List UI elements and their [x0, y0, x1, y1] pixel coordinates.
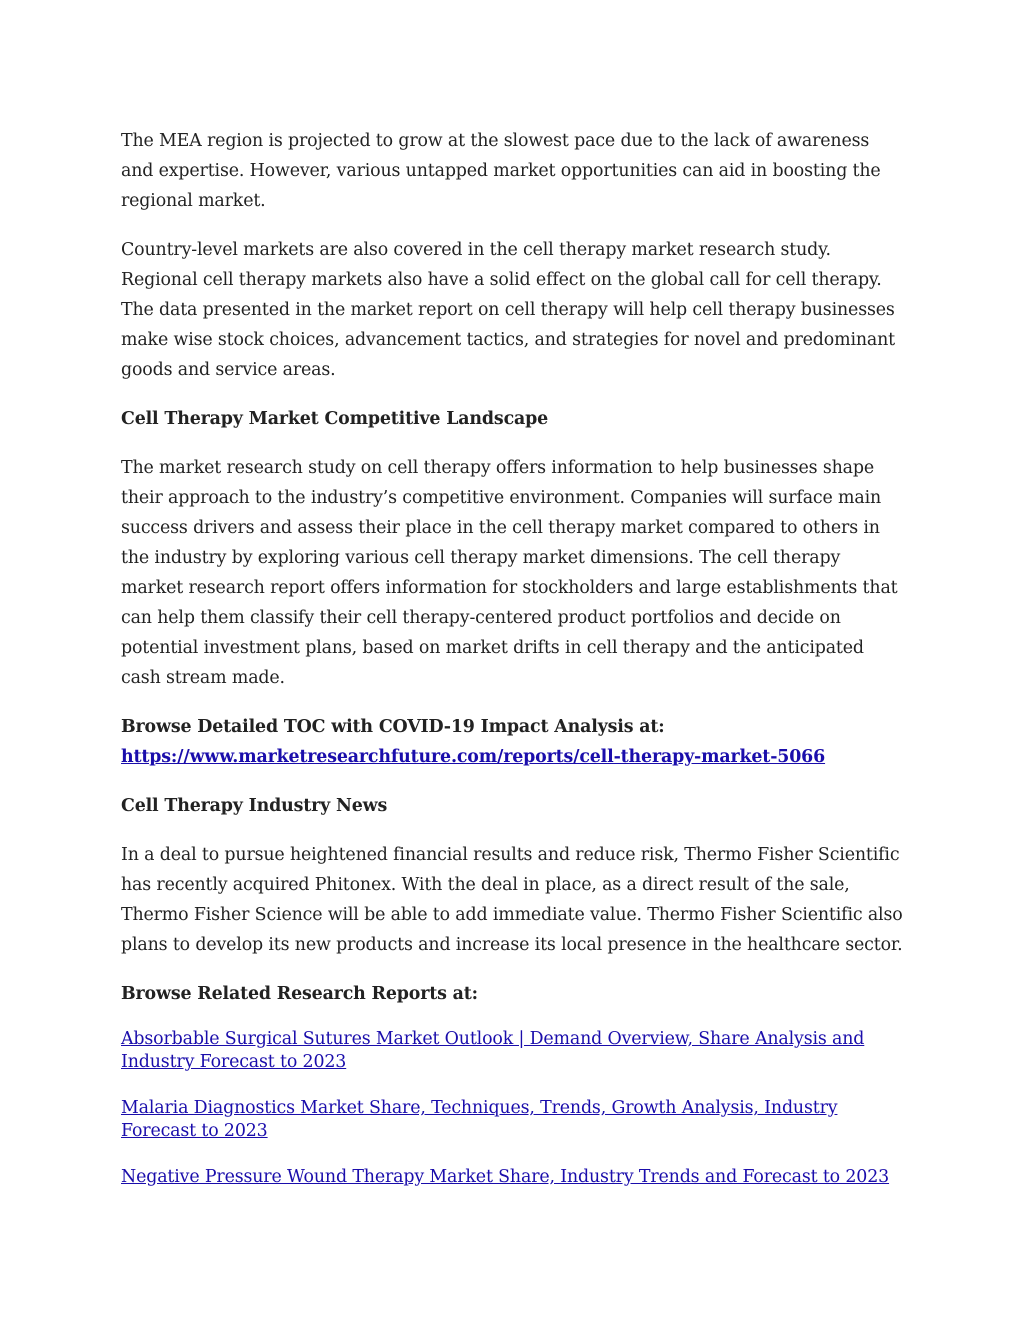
toc-link[interactable]: https://www.marketresearchfuture.com/reports/cell-therapy-market-5066	[121, 747, 826, 767]
related-report-link[interactable]: Negative Pressure Wound Therapy Market Share, Industry Trends and Forecast to 2023	[121, 1167, 890, 1187]
document-page	[121, 126, 906, 1212]
list-item	[121, 1028, 906, 1074]
toc-heading: Browse Detailed TOC with COVID-19 Impact Analysis at:	[121, 717, 665, 737]
related-reports-heading: Browse Related Research Reports at:	[121, 984, 478, 1004]
list-item	[121, 1166, 906, 1189]
industry-news-paragraph: In a deal to pursue heightened financial results and reduce risk, Thermo Fisher Scientific has recently acquired Phitonex. With the deal in place, as a direct result of the sale, Thermo Fisher Science will be able to add immediate value. Thermo Fisher Scientific also plans to develop its new products and increase its local presence in the healthcare sector.	[121, 845, 903, 955]
list-item	[121, 1097, 906, 1143]
toc-block	[121, 712, 906, 772]
related-report-link[interactable]: Absorbable Surgical Sutures Market Outlook | Demand Overview, Share Analysis and Industry Forecast to 2023	[121, 1029, 865, 1072]
industry-news-heading: Cell Therapy Industry News	[121, 796, 388, 816]
mea-paragraph: The MEA region is projected to grow at the slowest pace due to the lack of awareness and expertise. However, various untapped market opportunities can aid in boosting the regional market.	[121, 131, 881, 211]
competitive-landscape-paragraph: The market research study on cell therapy offers information to help businesses shape their approach to the industry’s competitive environment. Companies will surface main success drivers and assess their place in the cell therapy market compared to others in the industry by exploring various cell therapy market dimensions. The cell therapy market research report offers information for stockholders and large establishments that can help them classify their cell therapy-centered product portfolios and decide on potential investment plans, based on market drifts in cell therapy and the anticipated cash stream made.	[121, 458, 898, 688]
related-report-link[interactable]: Malaria Diagnostics Market Share, Techniques, Trends, Growth Analysis, Industry Forecast to 2023	[121, 1098, 838, 1141]
related-reports-list	[121, 1028, 906, 1189]
competitive-landscape-heading: Cell Therapy Market Competitive Landscape	[121, 409, 549, 429]
country-paragraph: Country-level markets are also covered in the cell therapy market research study. Regional cell therapy markets also have a solid effect on the global call for cell therapy. The data presented in the market report on cell therapy will help cell therapy businesses make wise stock choices, advancement tactics, and strategies for novel and predominant goods and service areas.	[121, 240, 896, 380]
